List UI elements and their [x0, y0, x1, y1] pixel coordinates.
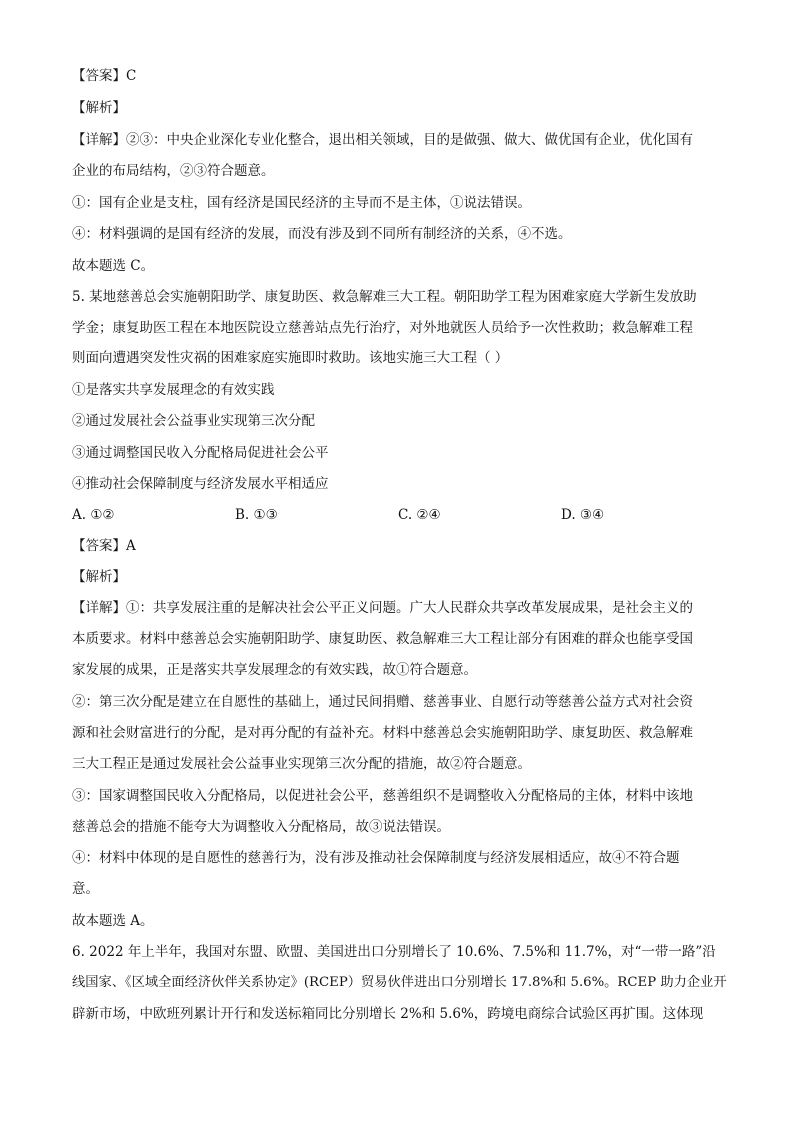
option-a: A. ①②: [72, 507, 115, 523]
q4-answer: 【答案】C: [72, 68, 137, 84]
q5-statement: ③通过调整国民收入分配格局促进社会公平: [72, 445, 329, 461]
q4-detail-line: 【详解】②③：中央企业深化专业化整合，退出相关领域，目的是做强、做大、做优国有企业，优化国有: [72, 132, 693, 148]
q6-stem-line: 6. 2022 年上半年，我国对东盟、欧盟、美国进出口分别增长了 10.6%、7.5%和 11.7%，对“一带一路”沿: [72, 944, 716, 960]
q5-answer: 【答案】A: [72, 538, 136, 554]
q4-detail-line: ①：国有企业是支柱，国有经济是国民经济的主导而不是主体，①说法错误。: [72, 195, 531, 211]
q5-detail-line: 慈善总会的措施不能夸大为调整收入分配格局，故③说法错误。: [72, 819, 450, 835]
q5-statement: ②通过发展社会公益事业实现第三次分配: [72, 413, 315, 429]
q5-stem-line: 则面向遭遇突发性灾祸的困难家庭实施即时救助。该地实施三大工程（ ）: [72, 350, 509, 366]
q5-detail-line: 意。: [72, 881, 99, 897]
q6-stem-line: 辟新市场，中欧班列累计开行和发送标箱同比分别增长 2%和 5.6%，跨境电商综合试验区再扩围。这体现: [72, 1006, 704, 1022]
q5-stem-line: 5. 某地慈善总会实施朝阳助学、康复助医、救急解难三大工程。朝阳助学工程为困难家庭大学新生发放助: [72, 289, 697, 305]
option-c: C. ②④: [398, 507, 441, 523]
q4-detail-line: ④：材料强调的是国有经济的发展，而没有涉及到不同所有制经济的关系，④不选。: [72, 226, 572, 242]
option-b: B. ①③: [235, 507, 278, 523]
q5-options: [72, 505, 732, 525]
q5-detail-line: 源和社会财富进行的分配，是对再分配的有益补充。材料中慈善总会实施朝阳助学、康复助医、救急解难: [72, 725, 693, 741]
q5-stem-line: 学金；康复助医工程在本地医院设立慈善站点先行治疗，对外地就医人员给予一次性救助；救急解难工程: [72, 320, 693, 336]
q5-detail-line: 三大工程正是通过发展社会公益事业实现第三次分配的措施，故②符合题意。: [72, 756, 531, 772]
q4-detail-line: 故本题选 C。: [72, 258, 155, 274]
q5-statement: ④推动社会保障制度与经济发展水平相适应: [72, 476, 329, 492]
q5-statement: ①是落实共享发展理念的有效实践: [72, 382, 275, 398]
q4-detail-line: 企业的布局结构，②③符合题意。: [72, 163, 275, 179]
q5-detail-line: 家发展的成果，正是落实共享发展理念的有效实践，故①符合题意。: [72, 662, 477, 678]
q6-stem-line: 线国家、《区域全面经济伙伴关系协定》(RCEP）贸易伙伴进出口分别增长 17.8%和 5.6%。RCEP 助力企业开: [72, 975, 727, 990]
q4-analysis-label: 【解析】: [72, 100, 126, 116]
q5-detail-line: 【详解】①：共享发展注重的是解决社会公平正义问题。广大人民群众共享改革发展成果，是社会主义的: [72, 600, 693, 616]
option-d: D. ③④: [561, 507, 605, 523]
q5-detail-line: ②：第三次分配是建立在自愿性的基础上，通过民间捐赠、慈善事业、自愿行动等慈善公益方式对社会资: [72, 694, 693, 710]
q5-analysis-label: 【解析】: [72, 569, 126, 585]
q5-detail-line: 本质要求。材料中慈善总会实施朝阳助学、康复助医、救急解难三大工程让部分有困难的群众也能享受国: [72, 631, 693, 647]
q5-detail-line: 故本题选 A。: [72, 913, 154, 929]
q5-detail-line: ④：材料中体现的是自愿性的慈善行为，没有涉及推动社会保障制度与经济发展相适应，故④不符合题: [72, 850, 680, 866]
q5-detail-line: ③：国家调整国民收入分配格局，以促进社会公平，慈善组织不是调整收入分配格局的主体，材料中该地: [72, 788, 693, 804]
